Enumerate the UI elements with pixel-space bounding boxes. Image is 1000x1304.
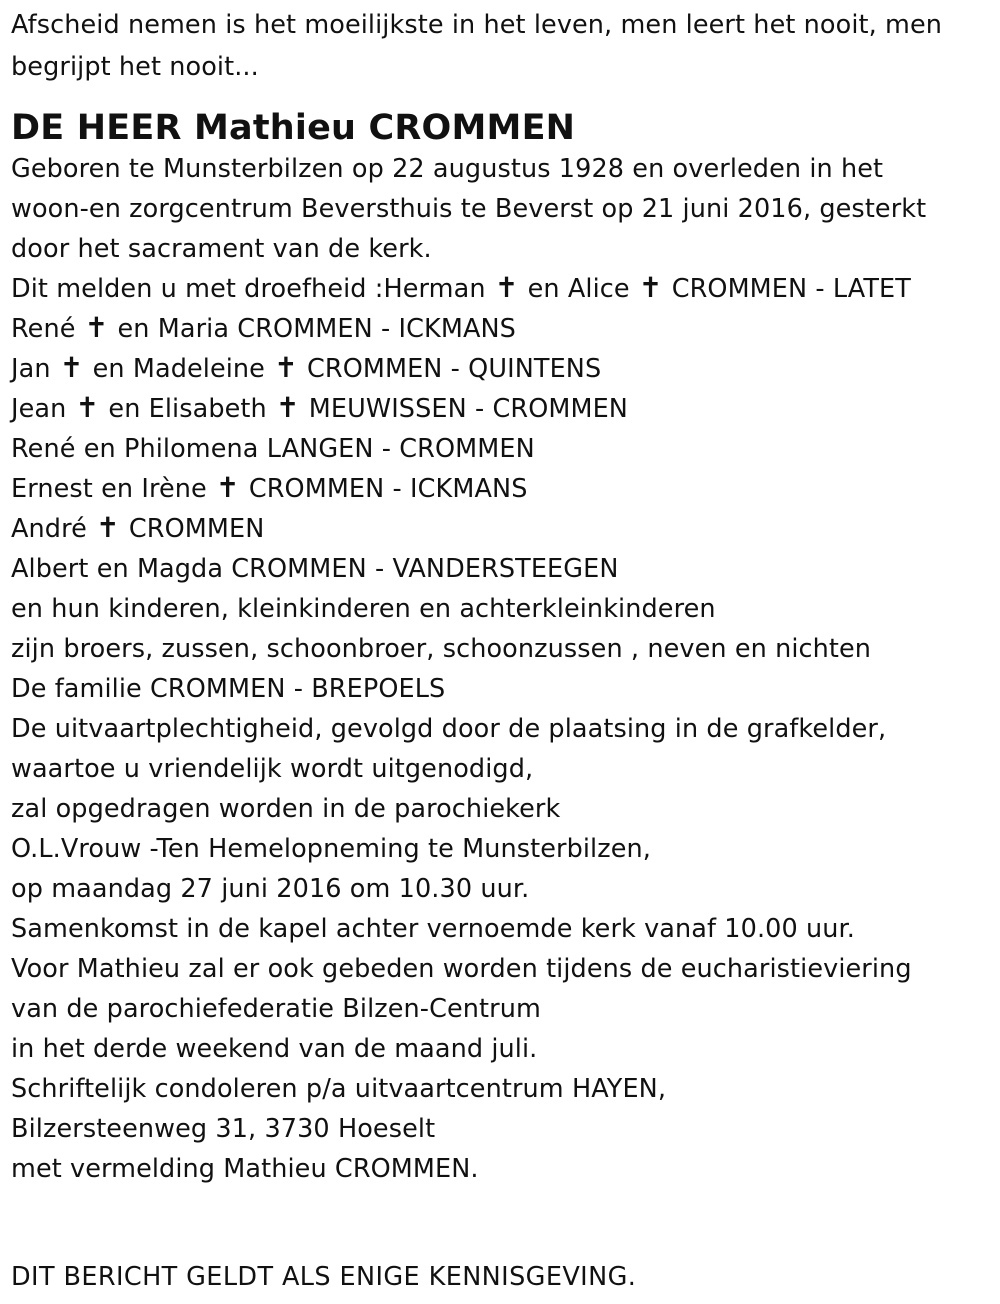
family-text: en Madeleine (92, 354, 265, 384)
family-line-4 (11, 389, 991, 429)
family-line-9: en hun kinderen, kleinkinderen en achterkleinkinderen (11, 594, 716, 624)
cross-icon: ✝ (96, 511, 120, 544)
intro-line-2: begrijpt het nooit... (11, 52, 259, 82)
ceremony-line-3: zal opgedragen worden in de parochiekerk (11, 794, 561, 824)
cross-icon: ✝ (84, 311, 109, 344)
cross-icon: ✝ (75, 391, 100, 424)
closing-notice: DIT BERICHT GELDT ALS ENIGE KENNISGEVING. (11, 1262, 637, 1292)
family-line-10: zijn broers, zussen, schoonbroer, schoonzussen , neven en nichten (11, 634, 872, 664)
birth-line-1: Geboren te Munsterbilzen op 22 augustus 1928 en overleden in het (11, 154, 884, 184)
family-text: Jan (11, 354, 51, 384)
family-line-1 (11, 269, 991, 309)
deceased-name: DE HEER Mathieu CROMMEN (11, 108, 576, 148)
obituary-notice (11, 4, 991, 1292)
cross-icon: ✝ (638, 271, 663, 304)
family-text: CROMMEN - QUINTENS (306, 354, 602, 384)
family-line-6 (11, 469, 991, 509)
ceremony-line-7: Voor Mathieu zal er ook gebeden worden tijdens de eucharistieviering (11, 954, 912, 984)
family-text: Jean (11, 394, 67, 424)
family-text: Ernest en Irène (11, 474, 207, 504)
cross-icon: ✝ (276, 391, 300, 424)
ceremony-line-4: O.L.Vrouw -Ten Hemelopneming te Munsterbilzen, (11, 834, 651, 864)
cross-icon: ✝ (274, 351, 298, 384)
family-text: en Elisabeth (108, 394, 267, 424)
family-text: MEUWISSEN - CROMMEN (308, 394, 628, 424)
family-line-7 (11, 509, 991, 549)
cross-icon: ✝ (216, 471, 240, 504)
family-text: CROMMEN (128, 514, 265, 544)
notice-body (11, 149, 991, 1189)
ceremony-line-9: in het derde weekend van de maand juli. (11, 1034, 538, 1064)
ceremony-line-6: Samenkomst in de kapel achter vernoemde kerk vanaf 10.00 uur. (11, 914, 855, 944)
condolence-line-1: Schriftelijk condoleren p/a uitvaartcentrum HAYEN, (11, 1074, 667, 1104)
family-line-3 (11, 349, 991, 389)
family-text: Dit melden u met droefheid :Herman (11, 274, 486, 304)
birth-line-3: door het sacrament van de kerk. (11, 234, 432, 264)
condolence-line-3: met vermelding Mathieu CROMMEN. (11, 1154, 479, 1184)
family-text: CROMMEN - LATET (671, 274, 911, 304)
family-text: en Alice (527, 274, 630, 304)
condolence-line-2: Bilzersteenweg 31, 3730 Hoeselt (11, 1114, 436, 1144)
family-text: René (11, 314, 76, 344)
family-line-8: Albert en Magda CROMMEN - VANDERSTEEGEN (11, 554, 619, 584)
ceremony-line-1: De uitvaartplechtigheid, gevolgd door de plaatsing in de grafkelder, (11, 714, 887, 744)
intro-line-1: Afscheid nemen is het moeilijkste in het leven, men leert het nooit, men (11, 10, 943, 40)
ceremony-line-2: waartoe u vriendelijk wordt uitgenodigd, (11, 754, 534, 784)
family-text: en Maria CROMMEN - ICKMANS (117, 314, 516, 344)
family-line-5: René en Philomena LANGEN - CROMMEN (11, 434, 535, 464)
family-line-11: De familie CROMMEN - BREPOELS (11, 674, 446, 704)
ceremony-line-5: op maandag 27 juni 2016 om 10.30 uur. (11, 874, 530, 904)
family-line-2 (11, 309, 991, 349)
birth-line-2: woon-en zorgcentrum Beversthuis te Beverst op 21 juni 2016, gesterkt (11, 194, 927, 224)
ceremony-line-8: van de parochiefederatie Bilzen-Centrum (11, 994, 541, 1024)
intro-quote (11, 4, 991, 88)
family-text: CROMMEN - ICKMANS (248, 474, 528, 504)
cross-icon: ✝ (59, 351, 84, 384)
cross-icon: ✝ (494, 271, 519, 304)
family-text: André (11, 514, 87, 544)
